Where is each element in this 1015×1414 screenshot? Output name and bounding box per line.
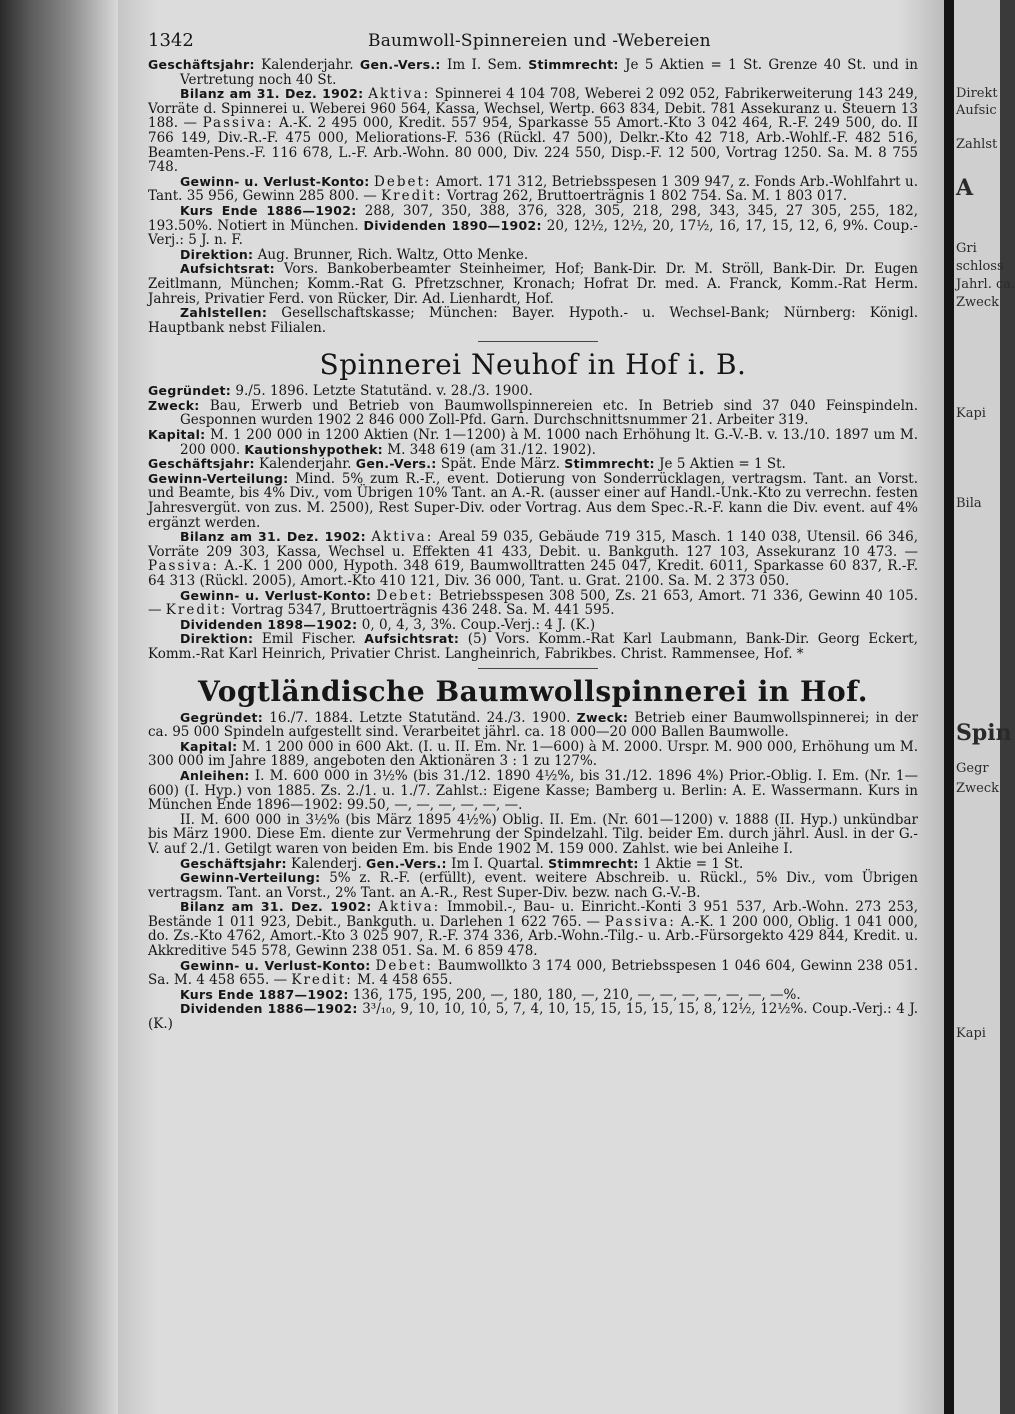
text: Spät. Ende März.	[436, 456, 565, 473]
paragraph-zweck	[148, 399, 918, 428]
text: (5) Vors. Komm.-Rat Karl Laubmann, Bank-Dir. Georg Eckert, Komm.-Rat Karl Heinrich, Privatier Christ. Langheinrich, Fabrikbes. Christ. Rammensee, Hof. *	[148, 631, 918, 662]
label: Kurs Ende 1887—1902:	[180, 986, 349, 1002]
text: 136, 175, 195, 200, —, 180, 180, —, 210, —, —, —, —, —, —, —%.	[348, 986, 801, 1003]
label: Bilanz am 31. Dez. 1902:	[180, 529, 366, 545]
text: 5% z. R.-F. (erfüllt), event. weitere Abschreib. u. Rückl., 5% Div., vom Übrigen vertragsm. Tant. an Vorst., 2% Tant. an A.-R., Rest Super-Div. bezw. nach G.-V.-B.	[148, 870, 918, 901]
text: 288, 307, 350, 388, 376, 328, 305, 218, 298, 343, 345, 27 305, 255, 182, 193.50%. Notiert in München.	[148, 202, 918, 234]
label: Anleihen:	[180, 767, 250, 783]
paragraph-anleihen-2	[148, 813, 918, 857]
paragraph-kapital	[148, 428, 918, 457]
text: Areal 59 035, Gebäude 719 315, Masch. 1 140 038, Utensil. 66 346, Vorräte 209 303, Kassa, Wechsel u. Effekten 41 433, Debit. u. Bankguth. 127 103, Assekuranz 10 473. —	[148, 529, 918, 560]
facing-page-fragment: Gri	[956, 241, 977, 256]
label: Kautionshypothek:	[244, 441, 383, 457]
label: Gewinn- u. Verlust-Konto:	[180, 587, 372, 603]
text: Im I. Quartal.	[446, 855, 549, 872]
company-title-vogtlaendische: Vogtländische Baumwollspinnerei in Hof.	[198, 674, 868, 708]
facing-page-fragment: Aufsic	[956, 103, 997, 118]
debet-word: Debet:	[375, 957, 433, 974]
section-divider	[478, 668, 598, 669]
text: 9./5. 1896. Letzte Statutänd. v. 28./3. 1900.	[231, 383, 533, 400]
paragraph-geschaeftsjahr	[148, 58, 918, 87]
facing-page-fragment: Zahlst	[956, 137, 998, 152]
paragraph-guv	[148, 589, 918, 618]
text: Baumwollkto 3 174 000, Betriebsspesen 1 046 604, Gewinn 238 051. Sa. M. 4 458 655. —	[148, 957, 919, 989]
text: Vortrag 5347, Bruttoerträgnis 436 248. Sa. M. 441 595.	[227, 602, 615, 619]
left-binding-shadow	[0, 0, 118, 1414]
text: Bau, Erwerb und Betrieb von Baumwollspinnereien etc. In Betrieb sind 37 040 Feinspindeln. Gesponnen wurden 1902 2 846 000 Zoll-Pfd. Garn. Durchschnittsnummer 21. Arbeiter 319.	[180, 397, 918, 429]
label: Zahlstellen:	[180, 305, 268, 321]
label: Dividenden 1890—1902:	[363, 217, 542, 233]
text: M. 1 200 000 in 600 Akt. (I. u. II. Em. Nr. 1—600) à M. 2000. Urspr. M. 900 000, Erhöhung um M. 300 000 im Jahre 1889, angeboten den Aktionären 3 : 1 zu 127%.	[148, 738, 918, 770]
paragraph-geschaeftsjahr	[148, 457, 918, 472]
running-head: Baumwoll-Spinnereien und -Webereien	[368, 31, 711, 51]
text: Gesellschaftskasse; München: Bayer. Hypoth.- u. Wechsel-Bank; Nürnberg: Königl. Hauptbank nebst Filialen.	[148, 305, 918, 336]
facing-page-fragment: schloss	[956, 259, 1004, 274]
label: Gen.-Vers.:	[366, 855, 447, 871]
text: 1 Aktie = 1 St.	[638, 855, 744, 872]
facing-page-fragment: Bila	[956, 496, 982, 511]
label: Gen.-Vers.:	[355, 456, 437, 472]
label: Direktion:	[180, 246, 254, 262]
aktiva-word: Aktiva:	[368, 86, 431, 103]
paragraph-geschaeftsjahr	[148, 857, 918, 872]
paragraph-aufsichtsrat	[148, 262, 918, 306]
text: 16./7. 1884. Letzte Statutänd. 24./3. 1900.	[263, 709, 577, 726]
facing-page-fragment: Direkt	[956, 86, 998, 101]
label: Zweck:	[148, 397, 200, 413]
label: Zweck:	[576, 709, 629, 725]
label: Geschäftsjahr:	[180, 855, 287, 871]
text: M. 1 200 000 in 1200 Aktien (Nr. 1—1200) à M. 1000 nach Erhöhung lt. G.-V.-B. v. 13./10. 1897 um M. 200 000.	[180, 427, 918, 458]
label: Gen.-Vers.:	[359, 57, 441, 72]
paragraph-gewinn-verteilung	[148, 472, 918, 530]
label: Gewinn- u. Verlust-Konto:	[180, 957, 371, 973]
paragraph-bilanz	[148, 87, 918, 175]
text: Je 5 Aktien = 1 St. Grenze 40 St. und in Vertretung noch 40 St.	[180, 57, 919, 88]
paragraph-kurs	[148, 988, 918, 1003]
kredit-word: Kredit:	[291, 972, 353, 989]
text: Betriebsspesen 308 500, Zs. 21 653, Amort. 71 336, Gewinn 40 105. —	[148, 587, 918, 619]
section-divider	[478, 341, 598, 342]
paragraph-guv	[148, 959, 918, 988]
facing-page-fragment: Kapi	[956, 1026, 986, 1041]
text: 20, 12½, 12½, 20, 17½, 16, 17, 15, 12, 6, 9%. Coup.-Verj.: 5 J. n. F.	[148, 217, 918, 249]
kredit-word: Kredit:	[165, 602, 228, 619]
text: Aug. Brunner, Rich. Waltz, Otto Menke.	[253, 246, 529, 263]
paragraph-zahlstellen	[148, 306, 918, 335]
passiva-word: Passiva:	[148, 558, 219, 575]
paragraph-anleihen-1	[148, 769, 918, 813]
passiva-word: Passiva:	[604, 913, 676, 930]
label: Gewinn-Verteilung:	[148, 470, 289, 486]
facing-page-fragment: Zweck	[956, 781, 1000, 796]
paragraph-guv	[148, 175, 918, 204]
aktiva-word: Aktiva:	[371, 529, 434, 546]
facing-page-fragment: A	[956, 175, 974, 201]
paragraph-gegruendet	[148, 384, 918, 399]
label: Geschäftsjahr:	[148, 456, 255, 472]
text: M. 348 619 (am 31./12. 1902).	[382, 441, 596, 458]
debet-word: Debet:	[376, 587, 434, 604]
facing-page-edge	[954, 0, 1015, 1414]
paragraph-gewinn-verteilung	[148, 871, 918, 900]
label: Kapital:	[180, 738, 238, 754]
text: 3³/₁₀, 9, 10, 10, 10, 5, 7, 4, 10, 15, 15, 15, 15, 15, 8, 12½, 12½%. Coup.-Verj.: 4 J. (K.)	[148, 1001, 918, 1033]
passiva-word: Passiva:	[202, 115, 274, 132]
text: Mind. 5% zum R.-F., event. Dotierung von Sonderrücklagen, vertragsm. Tant. an Vorst. und Beamte, bis 4% Div., vom Übrigen 10% Tant. an A.-R. (ausser einer auf Handl.-Unk.-Kto zu verrechn. festen Jahresvergüt. von zus. M. 2500), Rest Super-Div. oder Vortrag. Aus dem Spec.-R.-F. kann die Div. event. auf 4% ergänzt werden.	[148, 470, 918, 531]
paragraph-bilanz	[148, 530, 918, 588]
label: Bilanz am 31. Dez. 1902:	[180, 86, 364, 102]
text: Im I. Sem.	[440, 57, 529, 73]
text: M. 4 458 655.	[352, 972, 453, 989]
label: Gewinn-Verteilung:	[180, 870, 321, 886]
paragraph-gegruendet	[148, 711, 918, 740]
facing-page-fragment: Spin	[956, 720, 1012, 746]
text: Betrieb einer Baumwollspinnerei; in der ca. 95 000 Spindeln aufgestellt sind. Verarbeitet jährl. ca. 18 000—20 000 Ballen Baumwolle.	[148, 709, 919, 741]
label: Direktion:	[180, 631, 254, 647]
page-header	[148, 30, 918, 58]
label: Gegründet:	[180, 709, 264, 725]
text: Kalenderjahr.	[254, 456, 356, 473]
label: Kapital:	[148, 427, 206, 443]
text: I. M. 600 000 in 3½% (bis 31./12. 1890 4½%, bis 31./12. 1896 4%) Prior.-Oblig. I. Em. (Nr. 1—600) (I. Hyp.) von 1885. Zs. 2./1. u. 1./7. Zahlst.: Eigene Kasse; Bamberg u. Berlin: A. E. Wassermann. Kurs in München Ende 1896—1902: 99.50, —, —, —, —, —, —.	[148, 767, 918, 814]
label: Stimmrecht:	[564, 456, 655, 472]
label: Geschäftsjahr:	[148, 57, 255, 72]
text: Spinnerei 4 104 708, Weberei 2 092 052, Fabrikerweiterung 143 249, Vorräte d. Spinnerei u. Weberei 960 564, Kassa, Wechsel, Wertp. 663 834, Debit. 781 Assekuranz u. Steuern 13 188. —	[148, 86, 918, 132]
page-number: 1342	[148, 30, 194, 51]
text: Vors. Bankoberbeamter Steinheimer, Hof; Bank-Dir. Dr. M. Ströll, Bank-Dir. Dr. Eugen Zeitlmann, München; Komm.-Rat G. Pfretzschner, Kronach; Hofrat Dr. med. A. Franck, Komm.-Rat Herm. Jahreis, Privatier Ferd. von Rücker, Dir. Ad. Lienhardt, Hof.	[148, 261, 918, 307]
label: Gewinn- u. Verlust-Konto:	[180, 173, 370, 189]
text: II. M. 600 000 in 3½% (bis März 1895 4½%) Oblig. II. Em. (Nr. 601—1200) v. 1888 (II. Hyp.) unkündbar bis März 1900. Diese Em. diente zur Vermehrung der Spindelzahl. Tilg. beider Em. durch jährl. Ausl. in der G.-V. auf 2./1. Getilgt waren von beiden Em. bis Ende 1902 M. 159 000. Zahlst. wie bei Anleihe I.	[148, 811, 918, 857]
paragraph-direktion	[148, 248, 918, 263]
text: Emil Fischer.	[253, 631, 365, 648]
label: Stimmrecht:	[548, 855, 639, 871]
facing-page-fragment: Jahrl. ca.	[956, 277, 1015, 292]
text: Amort. 171 312, Betriebsspesen 1 309 947, z. Fonds Arb.-Wohlfahrt u. Tant. 35 956, Gewinn 285 800. —	[148, 173, 919, 205]
paragraph-dividenden	[148, 1002, 918, 1031]
section-previous-company	[148, 58, 918, 335]
text: A.-K. 1 200 000, Oblig. 1 041 000, do. Zs.-Kto 4762, Amort.-Kto 3 025 907, R.-F. 374 336, Arb.-Wohn.-Tilg.- u. Arb.-Fürsorgekto 429 844, Kredit. u. Akkreditive 545 578, Gewinn 238 051. Sa. M. 6 859 478.	[148, 913, 918, 960]
section-vogtlaendische	[148, 711, 918, 1032]
text: Immobil.-, Bau- u. Einricht.-Konti 3 951 537, Arb.-Wohn. 273 253, Bestände 1 011 923, Debit., Bankguth. u. Darlehen 1 622 765. —	[148, 899, 918, 930]
label: Aufsichtsrat:	[180, 261, 275, 277]
aktiva-word: Aktiva:	[378, 899, 441, 916]
book-spine	[944, 0, 954, 1414]
company-title-neuhof: Spinnerei Neuhof in Hof i. B.	[319, 348, 747, 382]
label: Dividenden 1886—1902:	[180, 1001, 358, 1017]
label: Bilanz am 31. Dez. 1902:	[180, 899, 372, 915]
debet-word: Debet:	[374, 173, 432, 190]
facing-page-fragment: Zweck	[956, 295, 1000, 310]
paragraph-dividenden	[148, 618, 918, 633]
text: A.-K. 1 200 000, Hypoth. 348 619, Baumwolltratten 245 047, Kredit. 6011, Sparkasse 60 837, R.-F. 64 313 (Rückl. 2005), Amort.-Kto 410 121, Div. 36 000, Tant. u. Grat. 2100. Sa. M. 2 373 050.	[148, 558, 918, 589]
text: A.-K. 2 495 000, Kredit. 557 954, Sparkasse 55 Amort.-Kto 3 042 464, R.-F. 249 500, do. II 766 149, Div.-R.-F. 475 000, Meliorations-F. 536 (Rückl. 47 500), Delkr.-Kto 42 718, Arb.-Wohlf.-F. 482 516, Beamten-Pens.-F. 116 678, L.-F. Arb.-Wohn. 80 000, Div. 224 550, Disp.-F. 12 500, Vortrag 1250. Sa. M. 8 755 748.	[148, 115, 918, 176]
facing-page-fragment: Kapi	[956, 406, 986, 421]
text: Kalenderj.	[286, 855, 367, 872]
text: Vortrag 262, Bruttoerträgnis 1 802 754. Sa. M. 1 803 017.	[442, 188, 847, 205]
label: Stimmrecht:	[528, 57, 619, 72]
paragraph-bilanz	[148, 900, 918, 958]
paragraph-kurs	[148, 204, 918, 248]
text: 0, 0, 4, 3, 3%. Coup.-Verj.: 4 J. (K.)	[357, 616, 596, 633]
label: Aufsichtsrat:	[364, 631, 460, 647]
book-page	[118, 0, 944, 1414]
kredit-word: Kredit:	[381, 188, 443, 205]
facing-page-fragment: Gegr	[956, 761, 989, 776]
label: Dividenden 1898—1902:	[180, 616, 358, 632]
paragraph-direktion	[148, 632, 918, 661]
paragraph-kapital	[148, 740, 918, 769]
label: Kurs Ende 1886—1902:	[180, 202, 357, 218]
section-neuhof	[148, 384, 918, 661]
page-content	[148, 30, 918, 1032]
label: Gegründet:	[148, 383, 232, 399]
text: Je 5 Aktien = 1 St.	[654, 456, 786, 473]
text: Kalenderjahr.	[254, 57, 360, 73]
